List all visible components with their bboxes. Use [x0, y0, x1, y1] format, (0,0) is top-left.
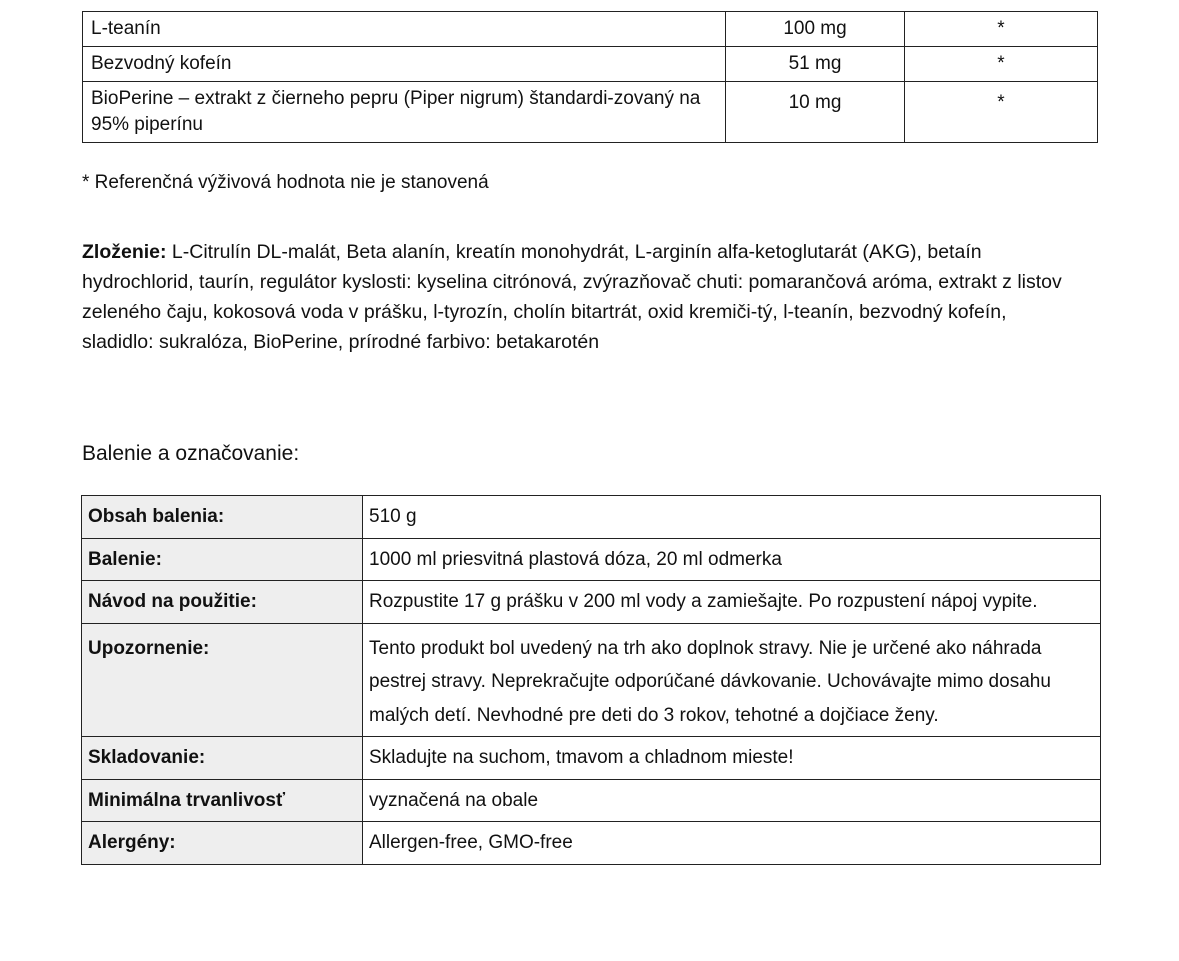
nutrition-table — [82, 11, 1098, 143]
table-row — [82, 822, 1101, 865]
ingredient-amount: 10 mg — [726, 82, 905, 143]
packaging-value: Tento produkt bol uvedený na trh ako doplnok stravy. Nie je určené ako náhrada pestrej stravy. Neprekračujte odporúčané dávkovanie. Uchovávajte mimo dosahu malých detí. Nevhodné pre deti do 3 rokov, tehotné a dojčiace ženy. — [363, 623, 1101, 737]
packaging-key: Balenie: — [82, 538, 363, 581]
packaging-value: 1000 ml priesvitná plastová dóza, 20 ml odmerka — [363, 538, 1101, 581]
table-row — [83, 47, 1098, 82]
ingredient-rvh: * — [905, 82, 1098, 143]
composition-text: L-Citrulín DL-malát, Beta alanín, kreatín monohydrát, L-arginín alfa-ketoglutarát (AKG), betaín hydrochlorid, taurín, regulátor kyslosti: kyselina citrónová, zvýrazňovač chuti: pomarančová aróma, extrakt z listov zeleného čaju, kokosová voda v prášku, l-tyrozín, cholín bitartrát, oxid kremiči-tý, l-teanín, bezvodný kofeín, sladidlo: sukralóza, BioPerine, prírodné farbivo: betakarotén — [82, 241, 1062, 353]
ingredient-name: BioPerine – extrakt z čierneho pepru (Piper nigrum) štandardi-zovaný na 95% piperínu — [83, 82, 726, 143]
composition-paragraph — [82, 237, 1082, 357]
table-row — [83, 12, 1098, 47]
ingredient-amount: 100 mg — [726, 12, 905, 47]
packaging-key: Alergény: — [82, 822, 363, 865]
composition-label: Zloženie: — [82, 241, 167, 263]
packaging-value: 510 g — [363, 496, 1101, 539]
packaging-key: Skladovanie: — [82, 737, 363, 780]
table-row — [83, 82, 1098, 143]
packaging-key: Upozornenie: — [82, 623, 363, 737]
table-row — [82, 779, 1101, 822]
table-row — [82, 737, 1101, 780]
table-row — [82, 496, 1101, 539]
packaging-table — [81, 495, 1101, 865]
ingredient-rvh: * — [905, 47, 1098, 82]
ingredient-amount: 51 mg — [726, 47, 905, 82]
packaging-key: Obsah balenia: — [82, 496, 363, 539]
footnote: * Referenčná výživová hodnota nie je stanovená — [82, 172, 489, 193]
packaging-value: Allergen-free, GMO-free — [363, 822, 1101, 865]
ingredient-rvh: * — [905, 12, 1098, 47]
ingredient-name: L-teanín — [83, 12, 726, 47]
packaging-key: Minimálna trvanlivosť — [82, 779, 363, 822]
ingredient-name: Bezvodný kofeín — [83, 47, 726, 82]
packaging-value: Rozpustite 17 g prášku v 200 ml vody a zamiešajte. Po rozpustení nápoj vypite. — [363, 581, 1101, 624]
table-row — [82, 538, 1101, 581]
packaging-title: Balenie a označovanie: — [82, 442, 300, 465]
table-row — [82, 623, 1101, 737]
table-row — [82, 581, 1101, 624]
packaging-key: Návod na použitie: — [82, 581, 363, 624]
packaging-value: Skladujte na suchom, tmavom a chladnom mieste! — [363, 737, 1101, 780]
packaging-value: vyznačená na obale — [363, 779, 1101, 822]
